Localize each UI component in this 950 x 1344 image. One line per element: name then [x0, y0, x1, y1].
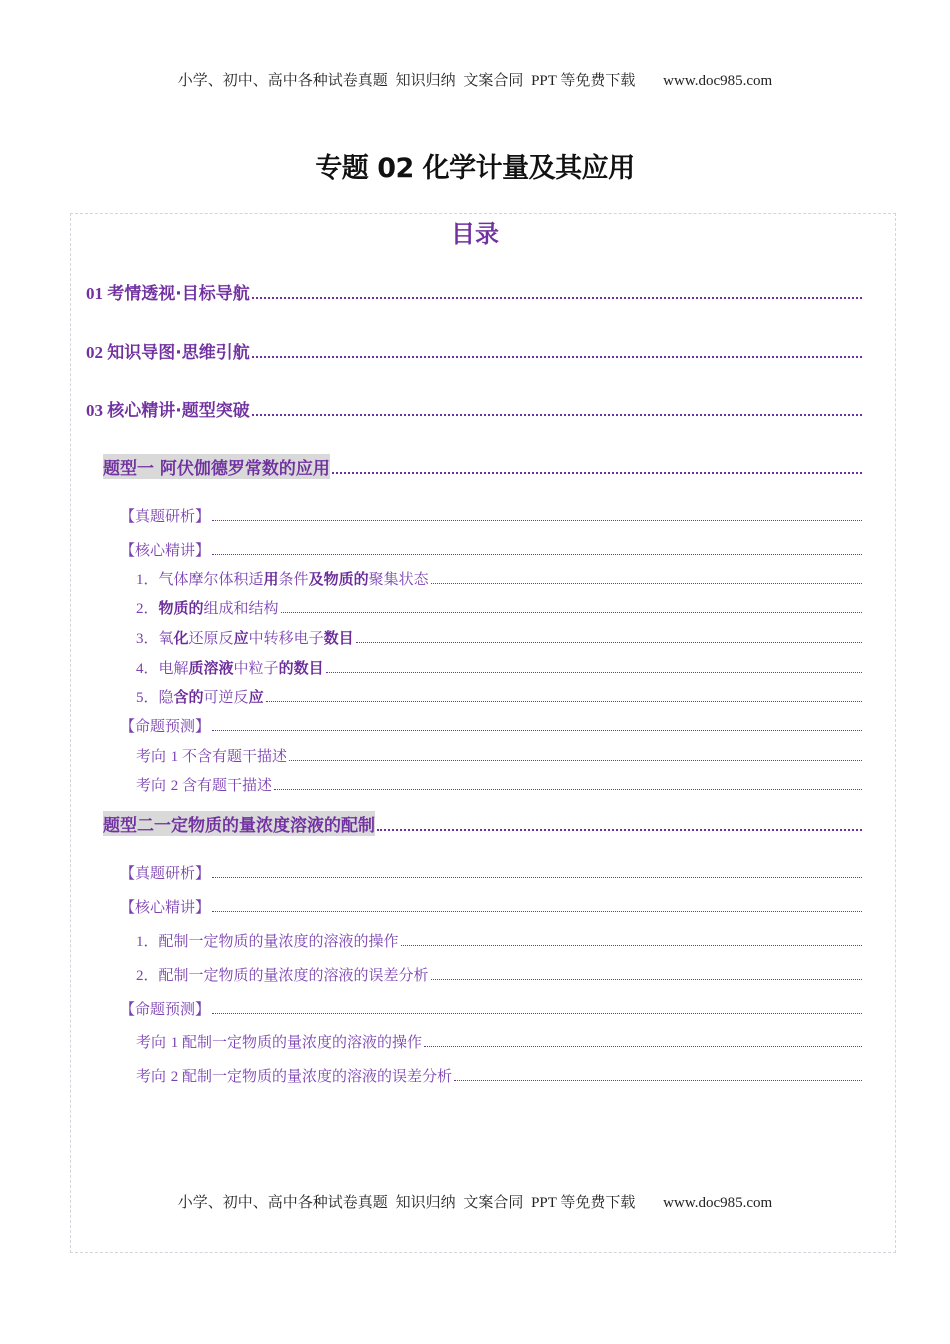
footer-text: 文案合同: [463, 1195, 524, 1211]
toc-entry-text: 含有题干描述: [182, 776, 273, 794]
toc-entry-text: 5．: [136, 690, 159, 706]
toc-entry-text: 物质的: [158, 599, 204, 617]
toc-entry-label: [136, 568, 429, 589]
toc-entry-text: 1．: [136, 572, 159, 588]
toc-entry-text: 及物质的: [308, 570, 369, 588]
header-text: 文案合同: [463, 73, 524, 89]
dot-leader: [266, 701, 862, 702]
toc-entry-text: 质溶液: [188, 659, 234, 677]
footer-text: 知识归纳: [395, 1195, 456, 1211]
footer-text: PPT 等免费下载: [531, 1195, 636, 1211]
toc-entry[interactable]: [0, 455, 862, 479]
toc-entry-text: 3．: [136, 631, 159, 647]
toc-entry-text: 可逆反: [203, 688, 249, 706]
toc-entry-label: [136, 774, 272, 795]
toc-entry-text: 氧: [158, 629, 174, 647]
page-header: [0, 69, 950, 90]
toc-entry-text: 03: [86, 401, 108, 420]
toc-entry-text: 考向: [136, 747, 171, 765]
dot-leader: [212, 1013, 862, 1014]
toc-entry-text: 核心精讲·题型突破: [107, 401, 250, 421]
toc-entry-label: [86, 396, 250, 421]
header-text: 小学、初中、高中各种试卷真题: [177, 73, 388, 89]
toc-entry-text: 题型一 阿伏伽德罗常数的应用: [103, 459, 330, 479]
toc-entry[interactable]: [0, 654, 862, 678]
dot-leader: [289, 760, 862, 761]
toc-entry-label: [136, 1031, 422, 1052]
toc-entry-text: 还原反: [188, 629, 234, 647]
toc-entry[interactable]: [0, 927, 862, 951]
toc-entry-text: 1．: [136, 934, 159, 950]
toc-entry-text: 4．: [136, 661, 159, 677]
dot-leader: [212, 520, 862, 521]
toc-entry[interactable]: [0, 594, 862, 618]
toc-entry[interactable]: [0, 995, 862, 1019]
toc-entry-label: [103, 811, 375, 836]
dot-leader: [454, 1080, 862, 1081]
dot-leader: [252, 414, 862, 416]
toc-entry-text: 应: [248, 688, 264, 706]
toc-entry-text: 组成和结构: [203, 599, 279, 617]
dot-leader: [424, 1046, 862, 1047]
toc-entry-text: 中粒子: [233, 659, 279, 677]
toc-entry-text: 电解: [158, 659, 189, 677]
dot-leader: [377, 829, 862, 831]
toc-entry[interactable]: [0, 961, 862, 985]
toc-entry-text: 用: [263, 570, 279, 588]
toc-entry-label: [120, 539, 210, 560]
toc-entry[interactable]: [0, 712, 862, 736]
toc-entry[interactable]: [0, 742, 862, 766]
toc-entry-text: 02: [86, 343, 108, 362]
dot-leader: [274, 789, 862, 790]
dot-leader: [212, 554, 862, 555]
toc-entry[interactable]: [0, 683, 862, 707]
toc-entry-label: [136, 597, 279, 618]
toc-entry-text: 考向: [136, 1033, 171, 1051]
dot-leader: [356, 642, 862, 643]
toc-entry[interactable]: [0, 397, 862, 421]
page-footer: [0, 1191, 950, 1212]
toc-entry-label: [120, 505, 210, 526]
toc-entry-text: 聚集状态: [368, 570, 429, 588]
toc-entry-text: 【真题研析】: [120, 507, 211, 525]
toc-heading: 目录: [451, 220, 499, 248]
toc-entry-text: 【核心精讲】: [120, 898, 211, 916]
toc-entry-text: 【命题预测】: [120, 717, 211, 735]
toc-entry[interactable]: [0, 536, 862, 560]
toc-entry-text: 【核心精讲】: [120, 541, 211, 559]
toc-entry-text: 【命题预测】: [120, 1000, 211, 1018]
dot-leader: [252, 297, 862, 299]
toc-entry-text: 【真题研析】: [120, 864, 211, 882]
toc-entry-text: 1: [170, 1035, 183, 1051]
dot-leader: [332, 472, 862, 474]
toc-entry-label: [136, 657, 324, 678]
footer-text: 小学、初中、高中各种试卷真题: [177, 1195, 388, 1211]
toc-entry-text: 配制一定物质的量浓度的溶液的误差分析: [182, 1067, 453, 1085]
toc-entry-text: 知识导图·思维引航: [107, 343, 250, 363]
toc-entry-text: 配制一定物质的量浓度的溶液的操作: [158, 932, 399, 950]
toc-entry-text: 化: [173, 629, 189, 647]
toc-entry[interactable]: [0, 812, 862, 836]
toc-entry-label: [136, 964, 429, 985]
toc-entry[interactable]: [0, 1028, 862, 1052]
dot-leader: [212, 911, 862, 912]
toc-entry-text: 2．: [136, 968, 159, 984]
toc-entry[interactable]: [0, 771, 862, 795]
toc-entry[interactable]: [0, 1062, 862, 1086]
toc-entry[interactable]: [0, 339, 862, 363]
toc-entry-label: [103, 454, 330, 479]
toc-entry-text: 01: [86, 284, 108, 303]
toc-entry-label: [120, 862, 210, 883]
toc-entry-text: 不含有题干描述: [182, 747, 288, 765]
toc-entry-text: 隐: [158, 688, 174, 706]
toc-entry-text: 2: [170, 778, 183, 794]
toc-entry-text: 配制一定物质的量浓度的溶液的误差分析: [158, 966, 429, 984]
toc-entry-text: 条件: [278, 570, 309, 588]
toc-entry-text: 气体摩尔体积适: [158, 570, 264, 588]
dot-leader: [401, 945, 862, 946]
toc-entry-text: 2．: [136, 601, 159, 617]
toc-entry-text: 数目: [323, 629, 354, 647]
toc-entry-text: 含的: [173, 688, 204, 706]
dot-leader: [431, 979, 862, 980]
toc-entry-text: 考向: [136, 1067, 171, 1085]
dot-leader: [431, 583, 862, 584]
toc-entry[interactable]: [0, 859, 862, 883]
dot-leader: [212, 730, 862, 731]
document-title: 专题 02 化学计量及其应用: [315, 153, 635, 184]
toc-entry-text: 中转移电子: [248, 629, 324, 647]
toc-entry-text: 应: [233, 629, 249, 647]
toc-entry[interactable]: [0, 893, 862, 917]
toc-entry-text: 考情透视·目标导航: [107, 284, 250, 304]
toc-entry-label: [136, 686, 264, 707]
toc-entry[interactable]: [0, 565, 862, 589]
toc-entry-text: 的数目: [278, 659, 324, 677]
toc-entry-label: [120, 715, 210, 736]
toc-entry[interactable]: [0, 624, 862, 648]
toc-entry-text: 配制一定物质的量浓度的溶液的操作: [182, 1033, 423, 1051]
toc-entry[interactable]: [0, 280, 862, 304]
header-text: 知识归纳: [395, 73, 456, 89]
footer-url-link[interactable]: www.doc985.com: [663, 1195, 773, 1211]
toc-entry-label: [136, 930, 399, 951]
dot-leader: [326, 672, 862, 673]
toc-entry-text: 2: [170, 1069, 183, 1085]
dot-leader: [252, 356, 862, 358]
toc-entry-text: 考向: [136, 776, 171, 794]
toc-entry-label: [86, 279, 250, 304]
toc-entry-label: [120, 998, 210, 1019]
toc-entry-label: [120, 896, 210, 917]
toc-entry-text: 1: [170, 749, 183, 765]
dot-leader: [212, 877, 862, 878]
header-text: PPT 等免费下载: [531, 73, 636, 89]
toc-entry-text: 题型二一定物质的量浓度溶液的配制: [103, 816, 375, 836]
toc-entry-label: [136, 1065, 452, 1086]
toc-entry-label: [136, 745, 287, 766]
toc-entry[interactable]: [0, 502, 862, 526]
dot-leader: [281, 612, 862, 613]
toc-entry-label: [86, 338, 250, 363]
header-url-link[interactable]: www.doc985.com: [663, 73, 773, 89]
toc-entry-label: [136, 627, 354, 648]
